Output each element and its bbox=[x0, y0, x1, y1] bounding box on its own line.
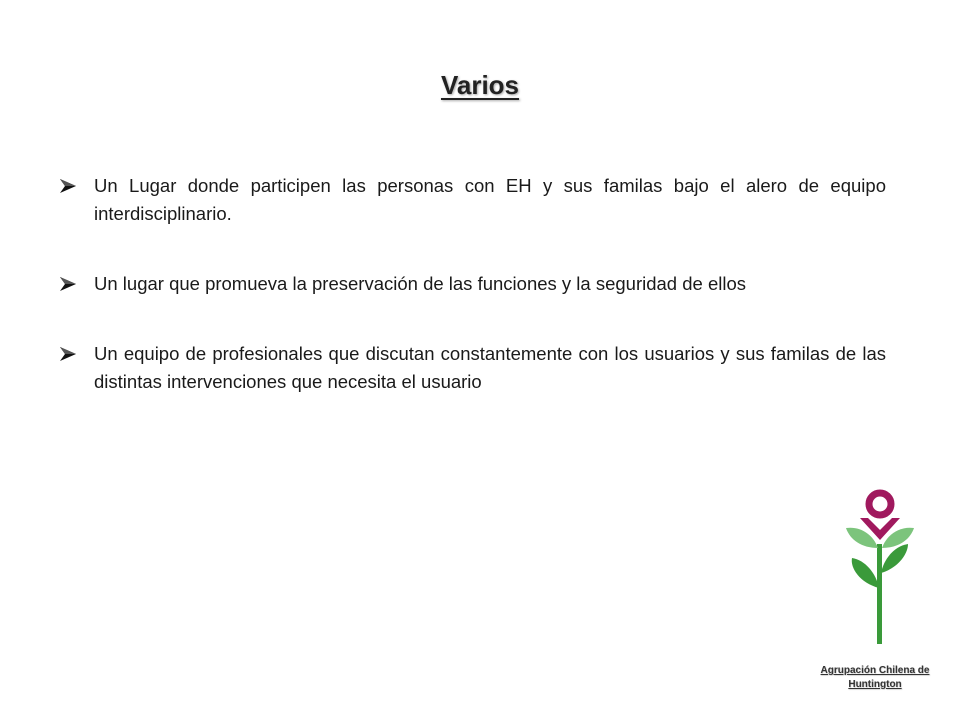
arrow-bullet-icon bbox=[58, 178, 78, 194]
bullet-list bbox=[58, 172, 886, 396]
bullet-item bbox=[58, 340, 886, 396]
logo-caption-line2: Huntington bbox=[848, 679, 902, 690]
arrow-bullet-icon bbox=[58, 276, 78, 292]
slide-title: Varios bbox=[440, 70, 520, 100]
bullet-text: Un Lugar donde participen las personas con EH y sus familas bajo el alero de equipo interdisciplinario. bbox=[94, 175, 886, 224]
bullet-text: Un lugar que promueva la preservación de las funciones y la seguridad de ellos bbox=[94, 273, 746, 294]
logo-caption-line1: Agrupación Chilena de bbox=[820, 665, 930, 676]
bullet-item bbox=[58, 270, 886, 298]
logo-caption bbox=[800, 664, 950, 692]
arrow-bullet-icon bbox=[58, 346, 78, 362]
huntington-flower-logo-icon bbox=[840, 488, 920, 648]
bullet-text: Un equipo de profesionales que discutan constantemente con los usuarios y sus familas de las distintas intervenciones que necesita el usuario bbox=[94, 343, 886, 392]
bullet-item bbox=[58, 172, 886, 228]
